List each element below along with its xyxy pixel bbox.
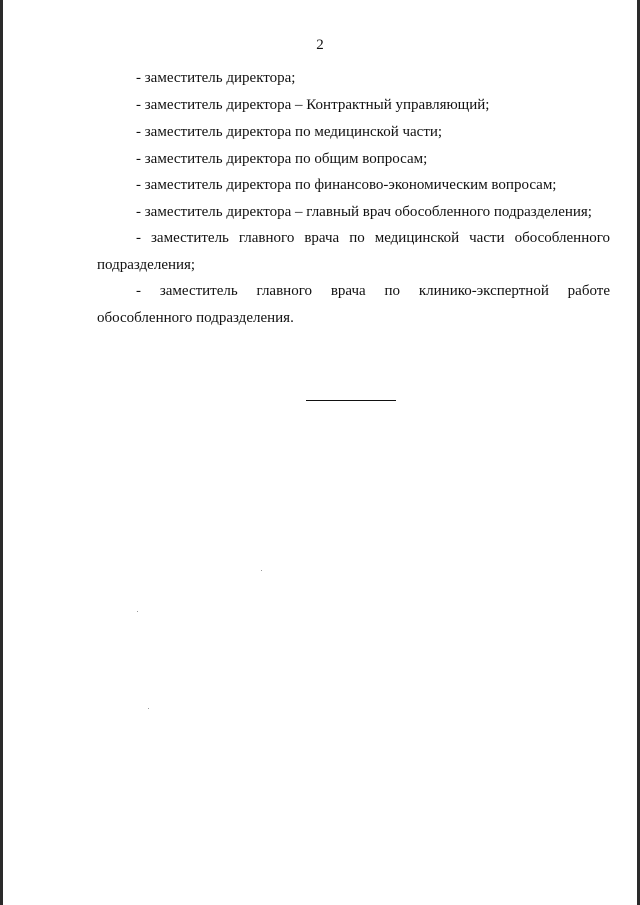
list-item: - заместитель директора по общим вопросам; bbox=[136, 151, 428, 167]
list-item: - заместитель директора по финансово-экономическим вопросам; bbox=[136, 177, 557, 193]
scan-speck bbox=[261, 570, 262, 571]
list-item-wrapped-line1: - заместитель главного врача по медицинской части обособленного bbox=[136, 230, 610, 246]
page-number: 2 bbox=[316, 37, 324, 53]
list-item-wrapped-line1: - заместитель главного врача по клинико-экспертной работе bbox=[136, 283, 610, 299]
list-item-wrapped-line2: подразделения; bbox=[97, 257, 196, 273]
list-item: - заместитель директора; bbox=[136, 70, 296, 86]
list-item: - заместитель директора – главный врач обособленного подразделения; bbox=[136, 204, 592, 220]
list-item: - заместитель директора – Контрактный управляющий; bbox=[136, 97, 490, 113]
scan-edge-left bbox=[0, 0, 3, 905]
scan-speck bbox=[148, 708, 149, 709]
closing-separator-line bbox=[306, 400, 396, 401]
scan-speck bbox=[137, 611, 138, 612]
list-item: - заместитель директора по медицинской части; bbox=[136, 124, 443, 140]
list-item-wrapped-line2: обособленного подразделения. bbox=[97, 310, 294, 326]
